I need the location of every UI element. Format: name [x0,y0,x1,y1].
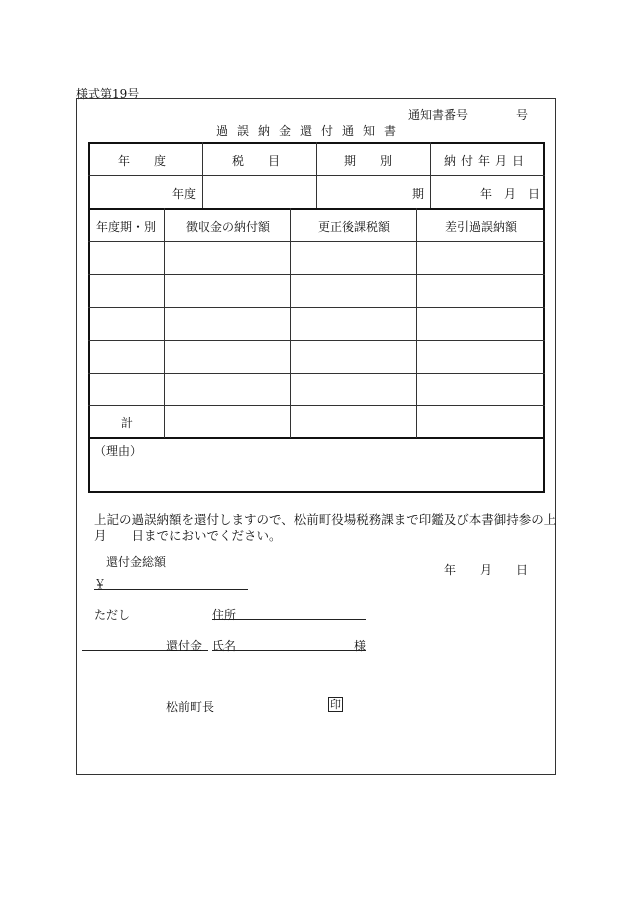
address-line [212,619,366,620]
table-rule [88,208,545,210]
table-rule [88,373,545,374]
notice-text-line2: 月 日までにおいでください。 [94,528,282,543]
table-rule [88,274,545,275]
value-period-unit: 期 [412,187,425,201]
table-rule [164,208,165,438]
form-title: 過誤納金還付通知書 [216,124,406,138]
table-rule [290,208,291,438]
table-rule [430,142,431,208]
header-period: 期 別 [344,154,393,168]
refund-amount-line [94,589,248,590]
notice-text-line1: 上記の過誤納額を還付しますので、松前町役場税務課まで印鑑及び本書御持参の上 [94,512,557,527]
notice-number-label: 通知書番号 [408,108,469,122]
total-refund-label: 還付金総額 [106,555,167,569]
name-label: 氏名 [212,639,237,653]
table-rule [88,241,545,242]
detail-header-difference: 差引過誤納額 [445,220,518,234]
header-year: 年 度 [118,154,167,168]
header-tax-item: 税 目 [232,154,281,168]
table-rule [416,208,417,438]
reason-label: （理由） [94,444,143,458]
notice-number-suffix: 号 [516,108,529,122]
detail-header-period: 年度期・別 [96,220,157,234]
mayor-label: 松前町長 [166,700,215,714]
detail-header-collected: 徴収金の納付額 [186,220,271,234]
table-rule [202,142,203,208]
table-rule [316,142,317,208]
refund-label: 還付金 [166,639,203,653]
name-line [212,650,366,651]
address-label: 住所 [212,608,237,622]
table-rule [88,437,545,439]
proviso-label: ただし [94,608,131,622]
honorific: 様 [354,639,367,653]
issue-date: 年 月 日 [444,563,529,577]
table-rule [88,340,545,341]
value-date-units: 年 月 日 [480,187,541,201]
table-rule [88,307,545,308]
yen-sign: ￥ [94,577,107,591]
form-number: 様式第19号 [76,87,140,101]
header-payment-date: 納付年月日 [444,154,530,168]
table-rule [88,405,545,406]
value-year-unit: 年度 [172,187,197,201]
seal-box: 印 [330,698,341,711]
detail-header-corrected: 更正後課税額 [318,220,391,234]
total-label: 計 [121,416,134,430]
